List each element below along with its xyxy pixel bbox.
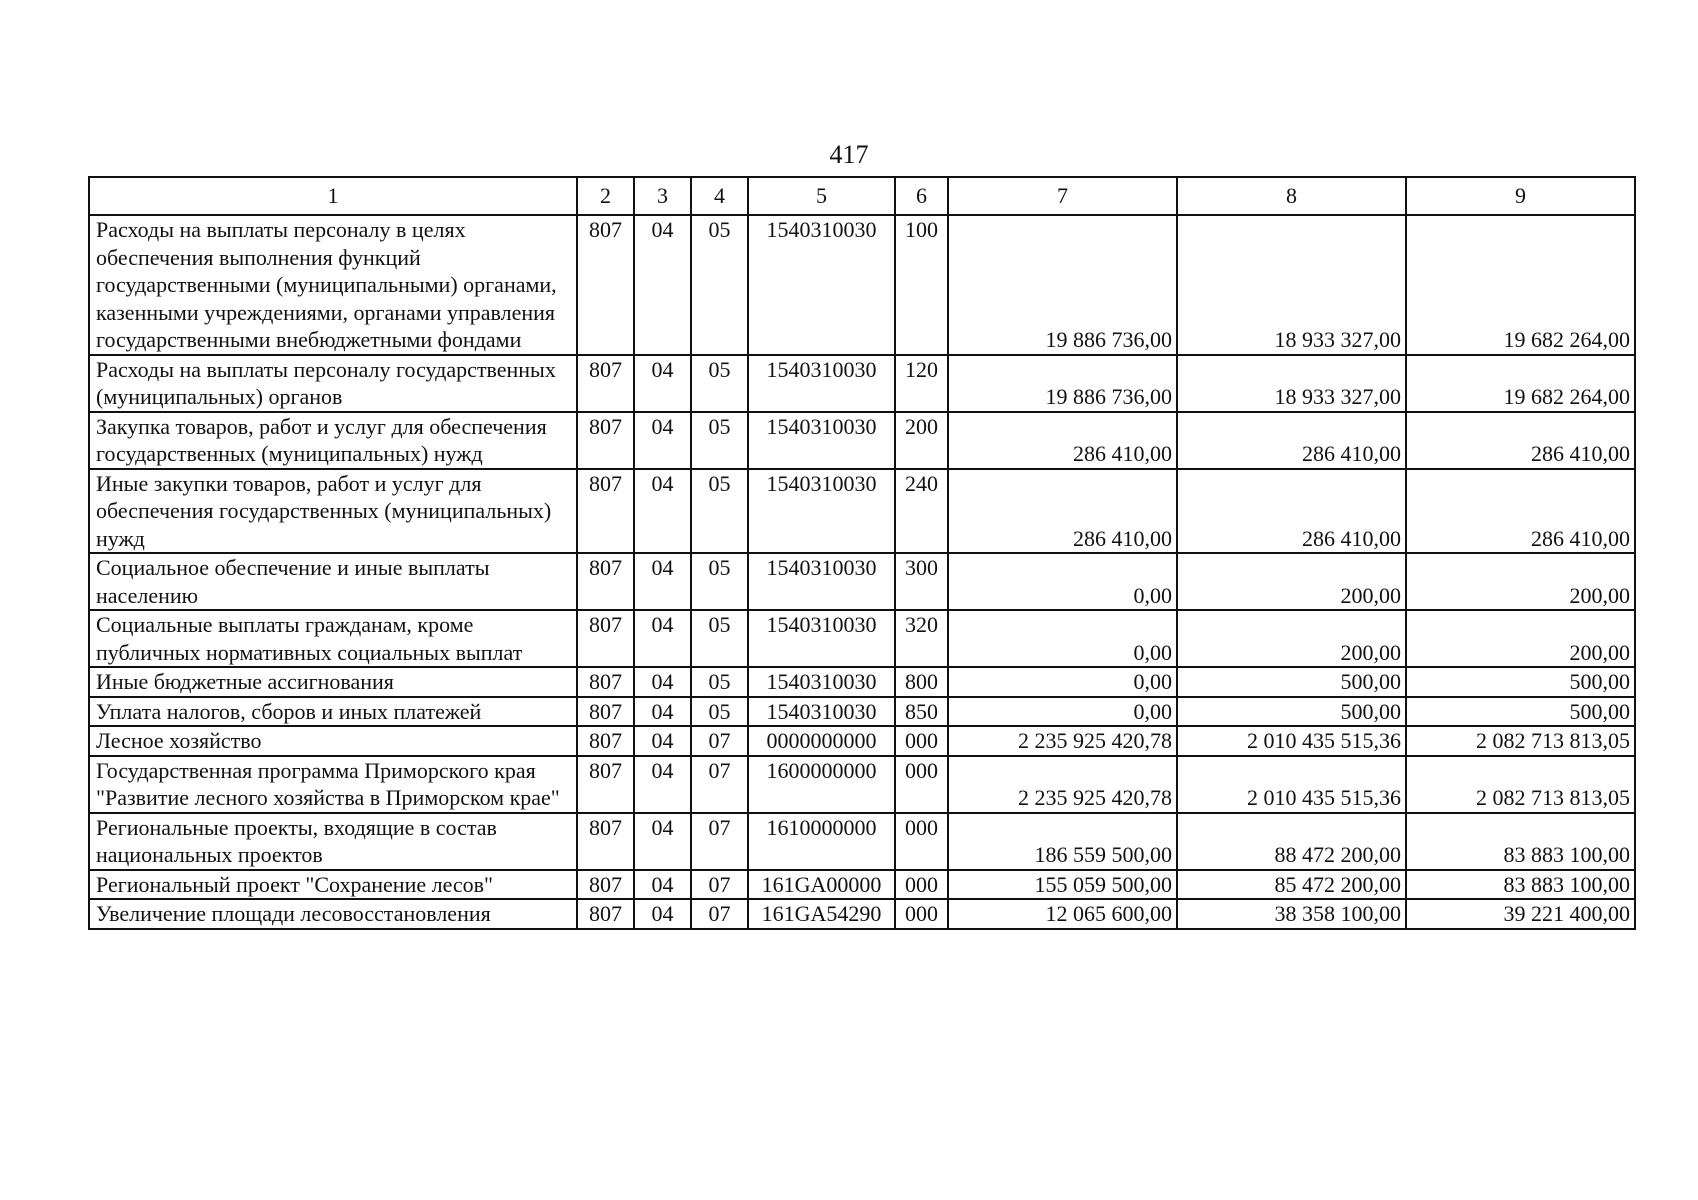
- amount-col-7: 2 235 925 420,78: [948, 756, 1177, 813]
- section-code: 04: [634, 813, 691, 870]
- target-article-code: 0000000000: [748, 726, 895, 756]
- budget-table: [88, 176, 1636, 930]
- amount-col-7: 186 559 500,00: [948, 813, 1177, 870]
- section-code: 04: [634, 469, 691, 554]
- expense-type-code: 240: [895, 469, 948, 554]
- subsection-code: 05: [691, 355, 748, 412]
- amount-col-8: 2 010 435 515,36: [1177, 756, 1406, 813]
- subsection-code: 05: [691, 697, 748, 727]
- subsection-code: 05: [691, 667, 748, 697]
- table-row: [89, 813, 1635, 870]
- section-code: 04: [634, 215, 691, 355]
- item-name: Расходы на выплаты персоналу в целях обеспечения выполнения функций государственными (муниципальными) органами, казенными учреждениями, органами управления государственными внебюджетными фондами: [89, 215, 577, 355]
- target-article-code: 161GA00000: [748, 870, 895, 900]
- item-name: Закупка товаров, работ и услуг для обеспечения государственных (муниципальных) нужд: [89, 412, 577, 469]
- ministry-code: 807: [577, 412, 634, 469]
- item-name: Увеличение площади лесовосстановления: [89, 899, 577, 929]
- column-header: 2: [577, 177, 634, 215]
- amount-col-7: 286 410,00: [948, 412, 1177, 469]
- section-code: 04: [634, 756, 691, 813]
- amount-col-7: 0,00: [948, 553, 1177, 610]
- amount-col-9: 286 410,00: [1406, 412, 1635, 469]
- target-article-code: 1540310030: [748, 215, 895, 355]
- item-name: Расходы на выплаты персоналу государственных (муниципальных) органов: [89, 355, 577, 412]
- amount-col-7: 19 886 736,00: [948, 355, 1177, 412]
- column-header: 4: [691, 177, 748, 215]
- column-header: 7: [948, 177, 1177, 215]
- item-name: Социальные выплаты гражданам, кроме публичных нормативных социальных выплат: [89, 610, 577, 667]
- amount-col-9: 500,00: [1406, 667, 1635, 697]
- section-code: 04: [634, 697, 691, 727]
- amount-col-9: 83 883 100,00: [1406, 870, 1635, 900]
- target-article-code: 1540310030: [748, 610, 895, 667]
- amount-col-8: 18 933 327,00: [1177, 215, 1406, 355]
- subsection-code: 05: [691, 553, 748, 610]
- subsection-code: 05: [691, 610, 748, 667]
- amount-col-9: 19 682 264,00: [1406, 355, 1635, 412]
- ministry-code: 807: [577, 726, 634, 756]
- amount-col-7: 0,00: [948, 667, 1177, 697]
- section-code: 04: [634, 870, 691, 900]
- table-row: [89, 756, 1635, 813]
- column-header: 9: [1406, 177, 1635, 215]
- table-row: [89, 215, 1635, 355]
- table-row: [89, 726, 1635, 756]
- subsection-code: 07: [691, 756, 748, 813]
- target-article-code: 1540310030: [748, 355, 895, 412]
- expense-type-code: 120: [895, 355, 948, 412]
- amount-col-7: 0,00: [948, 610, 1177, 667]
- item-name: Региональный проект "Сохранение лесов": [89, 870, 577, 900]
- section-code: 04: [634, 412, 691, 469]
- subsection-code: 05: [691, 215, 748, 355]
- amount-col-8: 286 410,00: [1177, 469, 1406, 554]
- amount-col-9: 200,00: [1406, 610, 1635, 667]
- table-row: [89, 412, 1635, 469]
- expense-type-code: 000: [895, 756, 948, 813]
- page-number: 417: [829, 140, 869, 169]
- expense-type-code: 100: [895, 215, 948, 355]
- expense-type-code: 320: [895, 610, 948, 667]
- amount-col-8: 200,00: [1177, 553, 1406, 610]
- expense-type-code: 000: [895, 726, 948, 756]
- amount-col-9: 2 082 713 813,05: [1406, 726, 1635, 756]
- amount-col-8: 500,00: [1177, 697, 1406, 727]
- table-row: [89, 553, 1635, 610]
- amount-col-9: 83 883 100,00: [1406, 813, 1635, 870]
- section-code: 04: [634, 899, 691, 929]
- amount-col-7: 12 065 600,00: [948, 899, 1177, 929]
- item-name: Уплата налогов, сборов и иных платежей: [89, 697, 577, 727]
- ministry-code: 807: [577, 899, 634, 929]
- item-name: Региональные проекты, входящие в состав национальных проектов: [89, 813, 577, 870]
- expense-type-code: 000: [895, 870, 948, 900]
- ministry-code: 807: [577, 215, 634, 355]
- amount-col-7: 155 059 500,00: [948, 870, 1177, 900]
- table-row: [89, 469, 1635, 554]
- subsection-code: 05: [691, 412, 748, 469]
- item-name: Государственная программа Приморского края "Развитие лесного хозяйства в Приморском крае": [89, 756, 577, 813]
- amount-col-8: 286 410,00: [1177, 412, 1406, 469]
- column-header: 1: [89, 177, 577, 215]
- amount-col-8: 38 358 100,00: [1177, 899, 1406, 929]
- target-article-code: 1540310030: [748, 469, 895, 554]
- section-code: 04: [634, 726, 691, 756]
- expense-type-code: 000: [895, 813, 948, 870]
- expense-type-code: 850: [895, 697, 948, 727]
- target-article-code: 1540310030: [748, 553, 895, 610]
- table-body: [89, 215, 1635, 929]
- amount-col-9: 500,00: [1406, 697, 1635, 727]
- expense-type-code: 000: [895, 899, 948, 929]
- column-header: 3: [634, 177, 691, 215]
- amount-col-7: 0,00: [948, 697, 1177, 727]
- target-article-code: 1610000000: [748, 813, 895, 870]
- section-code: 04: [634, 667, 691, 697]
- amount-col-8: 500,00: [1177, 667, 1406, 697]
- ministry-code: 807: [577, 667, 634, 697]
- subsection-code: 07: [691, 870, 748, 900]
- amount-col-8: 85 472 200,00: [1177, 870, 1406, 900]
- ministry-code: 807: [577, 469, 634, 554]
- amount-col-8: 18 933 327,00: [1177, 355, 1406, 412]
- expense-type-code: 200: [895, 412, 948, 469]
- subsection-code: 07: [691, 726, 748, 756]
- amount-col-9: 19 682 264,00: [1406, 215, 1635, 355]
- subsection-code: 05: [691, 469, 748, 554]
- ministry-code: 807: [577, 870, 634, 900]
- amount-col-8: 88 472 200,00: [1177, 813, 1406, 870]
- amount-col-9: 39 221 400,00: [1406, 899, 1635, 929]
- table-row: [89, 870, 1635, 900]
- ministry-code: 807: [577, 553, 634, 610]
- subsection-code: 07: [691, 899, 748, 929]
- section-code: 04: [634, 610, 691, 667]
- amount-col-8: 200,00: [1177, 610, 1406, 667]
- amount-col-7: 2 235 925 420,78: [948, 726, 1177, 756]
- amount-col-7: 19 886 736,00: [948, 215, 1177, 355]
- column-header: 8: [1177, 177, 1406, 215]
- item-name: Лесное хозяйство: [89, 726, 577, 756]
- target-article-code: 1540310030: [748, 667, 895, 697]
- target-article-code: 1540310030: [748, 697, 895, 727]
- expense-type-code: 300: [895, 553, 948, 610]
- section-code: 04: [634, 355, 691, 412]
- target-article-code: 1600000000: [748, 756, 895, 813]
- ministry-code: 807: [577, 756, 634, 813]
- amount-col-9: 286 410,00: [1406, 469, 1635, 554]
- column-header: 5: [748, 177, 895, 215]
- section-code: 04: [634, 553, 691, 610]
- ministry-code: 807: [577, 813, 634, 870]
- expense-type-code: 800: [895, 667, 948, 697]
- amount-col-8: 2 010 435 515,36: [1177, 726, 1406, 756]
- column-header: 6: [895, 177, 948, 215]
- table-row: [89, 667, 1635, 697]
- target-article-code: 1540310030: [748, 412, 895, 469]
- ministry-code: 807: [577, 610, 634, 667]
- table-row: [89, 697, 1635, 727]
- amount-col-9: 2 082 713 813,05: [1406, 756, 1635, 813]
- table-row: [89, 610, 1635, 667]
- subsection-code: 07: [691, 813, 748, 870]
- target-article-code: 161GA54290: [748, 899, 895, 929]
- item-name: Иные бюджетные ассигнования: [89, 667, 577, 697]
- ministry-code: 807: [577, 697, 634, 727]
- amount-col-7: 286 410,00: [948, 469, 1177, 554]
- amount-col-9: 200,00: [1406, 553, 1635, 610]
- table-row: [89, 899, 1635, 929]
- ministry-code: 807: [577, 355, 634, 412]
- item-name: Иные закупки товаров, работ и услуг для обеспечения государственных (муниципальных) нужд: [89, 469, 577, 554]
- header-row: [89, 177, 1635, 215]
- item-name: Социальное обеспечение и иные выплаты населению: [89, 553, 577, 610]
- table-row: [89, 355, 1635, 412]
